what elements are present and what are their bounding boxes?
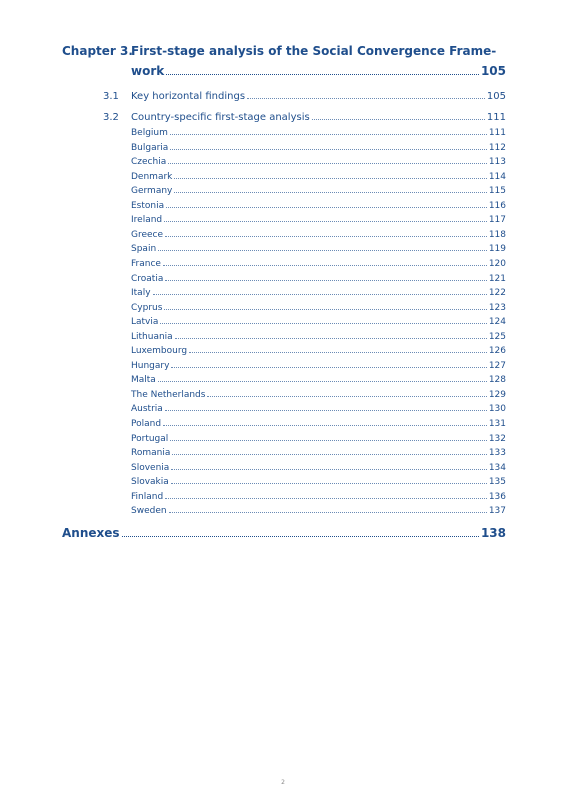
toc-country-item[interactable] [131,244,506,254]
toc-annexes[interactable] [62,526,506,540]
country-page: 137 [488,506,506,517]
country-name: Hungary [131,360,170,371]
toc-country-item[interactable] [131,375,506,385]
annexes-page: 138 [480,526,506,540]
toc-country-item[interactable] [131,434,506,444]
country-page: 133 [488,448,506,459]
section-title: Country-specific first-stage analysis [131,112,310,123]
country-name: Lithuania [131,331,173,342]
country-name: Poland [131,419,162,429]
country-page: 136 [488,491,506,502]
toc-country-item[interactable] [131,477,506,487]
leader-dots [172,454,486,455]
country-page: 128 [488,375,506,386]
country-page: 123 [488,302,506,313]
country-page: 122 [488,288,506,299]
section-number: 3.1 [103,91,119,102]
country-page: 127 [488,360,506,371]
country-page: 131 [488,419,506,429]
leader-dots [164,309,486,310]
country-name: Austria [131,404,163,415]
toc-country-item[interactable] [131,186,506,196]
leader-dots [165,280,486,281]
country-name: Slovakia [131,477,169,488]
toc-section-3-1[interactable] [103,91,506,102]
country-page: 134 [488,462,506,473]
toc-country-item[interactable] [131,361,506,371]
leader-dots [163,425,487,426]
country-name: Malta [131,375,156,386]
country-page: 132 [488,433,506,444]
leader-dots [169,512,487,513]
leader-dots [165,498,487,499]
leader-dots [166,207,487,208]
toc-country-item[interactable] [131,157,506,167]
country-page: 121 [488,273,506,284]
country-name: Ireland [131,215,163,226]
leader-dots [168,163,487,164]
leader-dots [174,192,486,193]
toc-country-item[interactable] [131,128,506,138]
country-name: Estonia [131,200,165,211]
country-page: 129 [488,389,506,400]
leader-dots [170,134,487,135]
leader-dots [207,396,486,397]
country-name: Luxembourg [131,346,188,357]
toc-country-item[interactable] [131,143,506,153]
leader-dots [189,352,487,353]
country-name: Cyprus [131,302,163,313]
toc-country-item[interactable] [131,303,506,313]
chapter-title-line1: First-stage analysis of the Social Convergence Frame- [131,44,497,58]
country-name: The Netherlands [131,389,206,400]
toc-country-item[interactable] [131,419,506,429]
leader-dots [171,469,487,470]
toc-country-item[interactable] [131,404,506,414]
page-number: 2 [281,779,285,786]
country-page: 117 [488,215,506,226]
chapter-title-line2: work [131,64,165,78]
country-page: 118 [488,229,506,240]
leader-dots [165,410,487,411]
country-page: 114 [488,171,506,182]
chapter-number: Chapter 3. [62,44,133,58]
country-page: 112 [488,142,506,153]
toc-country-item[interactable] [131,492,506,502]
country-name: Italy [131,288,151,299]
country-name: France [131,258,161,269]
toc-country-item[interactable] [131,259,506,269]
country-page: 125 [488,331,506,342]
country-name: Latvia [131,317,159,328]
leader-dots [164,221,487,222]
toc-country-item[interactable] [131,332,506,342]
leader-dots [153,294,487,295]
toc-country-item[interactable] [131,390,506,400]
toc-country-item[interactable] [131,288,506,298]
toc-country-item[interactable] [131,506,506,516]
country-name: Germany [131,186,173,197]
leader-dots [163,265,487,266]
country-page: 135 [488,477,506,488]
leader-dots [171,367,486,368]
toc-country-item[interactable] [131,172,506,182]
leader-dots [166,74,479,75]
toc-country-item[interactable] [131,346,506,356]
section-number: 3.2 [103,112,119,123]
toc-country-item[interactable] [131,463,506,473]
leader-dots [160,323,486,324]
leader-dots [170,440,487,441]
country-page: 119 [488,244,506,255]
leader-dots [158,250,487,251]
country-page: 111 [488,128,506,138]
toc-country-item[interactable] [131,317,506,327]
country-name: Spain [131,244,157,255]
section-page: 111 [486,112,506,123]
leader-dots [171,483,487,484]
section-page: 105 [486,91,506,102]
toc-country-item[interactable] [131,448,506,458]
country-page: 113 [488,157,506,168]
country-page: 124 [488,317,506,328]
leader-dots [247,98,485,99]
leader-dots [175,338,487,339]
leader-dots [312,119,485,120]
country-name: Greece [131,229,164,240]
country-name: Finland [131,491,164,502]
country-page: 130 [488,404,506,415]
country-name: Slovenia [131,462,170,473]
toc-country-item[interactable] [131,201,506,211]
toc-country-item[interactable] [131,230,506,240]
country-name: Denmark [131,171,173,182]
chapter-page: 105 [480,64,506,78]
toc-country-item[interactable] [131,274,506,284]
country-page: 126 [488,346,506,357]
toc-country-item[interactable] [131,215,506,225]
country-name: Bulgaria [131,142,169,153]
annexes-title: Annexes [62,526,120,540]
leader-dots [165,236,487,237]
leader-dots [122,536,479,537]
country-page: 116 [488,200,506,211]
toc-section-3-2[interactable] [103,112,506,123]
country-name: Croatia [131,273,164,284]
country-name: Sweden [131,506,167,517]
section-title: Key horizontal findings [131,91,246,102]
country-page: 120 [488,258,506,269]
country-name: Portugal [131,433,169,444]
leader-dots [174,178,486,179]
country-name: Romania [131,448,171,459]
country-name: Czechia [131,157,167,168]
leader-dots [170,149,486,150]
country-name: Belgium [131,128,168,138]
leader-dots [158,381,487,382]
country-page: 115 [488,186,506,197]
